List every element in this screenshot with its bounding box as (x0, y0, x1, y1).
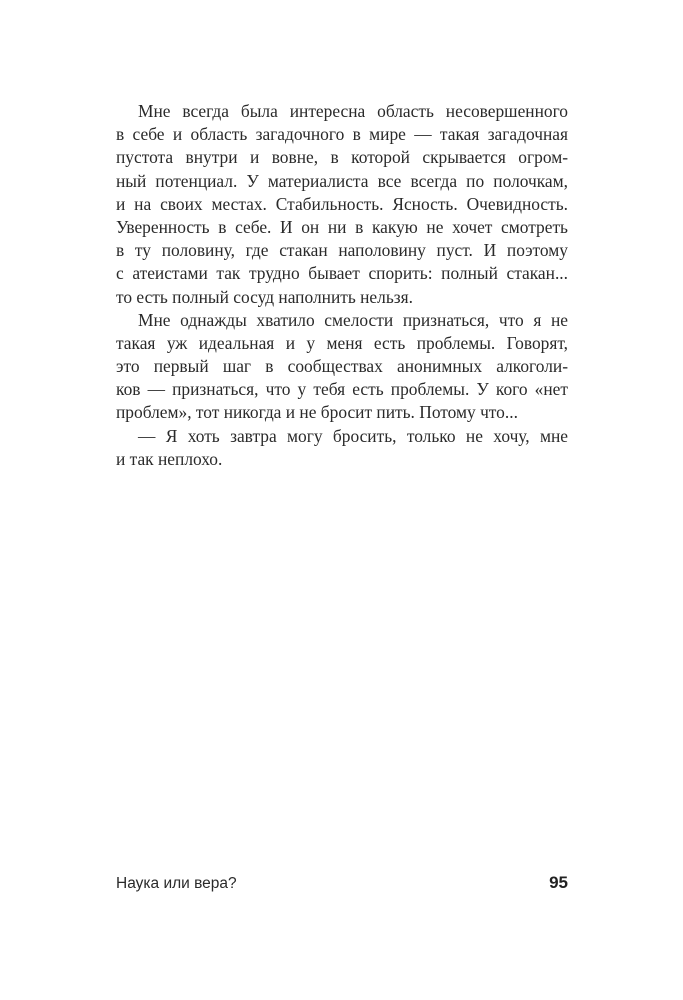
text-line: в себе и область загадочного в мире — такая загадочная (116, 124, 568, 145)
text-line: в ту половину, где стакан наполовину пуст. И поэтому (116, 240, 568, 261)
text-line: ный потенциал. У материалиста все всегда по полочкам, (116, 170, 568, 191)
body-text (116, 100, 568, 471)
page-footer (116, 873, 568, 895)
text-line: с атеистами так трудно бывает спорить: полный стакан... (116, 263, 568, 284)
text-line: такая уж идеальная и у меня есть проблемы. Говорят, (116, 332, 568, 353)
text-line: Мне всегда была интересна область несовершенного (138, 101, 568, 121)
page-number: 95 (549, 873, 568, 892)
text-line: проблем», тот никогда и не бросит пить. Потому что... (116, 402, 518, 423)
text-line: Мне однажды хватило смелости признаться, что я не (138, 309, 568, 330)
text-line: ков — признаться, что у тебя есть проблемы. У кого «нет (116, 379, 568, 400)
text-line: это первый шаг в сообществах анонимных алкоголи- (116, 356, 568, 377)
text-line: Уверенность в себе. И он ни в какую не хочет смотреть (116, 216, 568, 237)
text-line: и так неплохо. (116, 448, 223, 469)
text-line: то есть полный сосуд наполнить нельзя. (116, 286, 413, 307)
running-title: Наука или вера? (116, 875, 237, 892)
text-line: и на своих местах. Стабильность. Ясность. Очевидность. (116, 193, 568, 214)
text-line: пустота внутри и вовне, в которой скрывается огром- (116, 147, 568, 168)
text-line: — Я хоть завтра могу бросить, только не хочу, мне (138, 425, 568, 446)
